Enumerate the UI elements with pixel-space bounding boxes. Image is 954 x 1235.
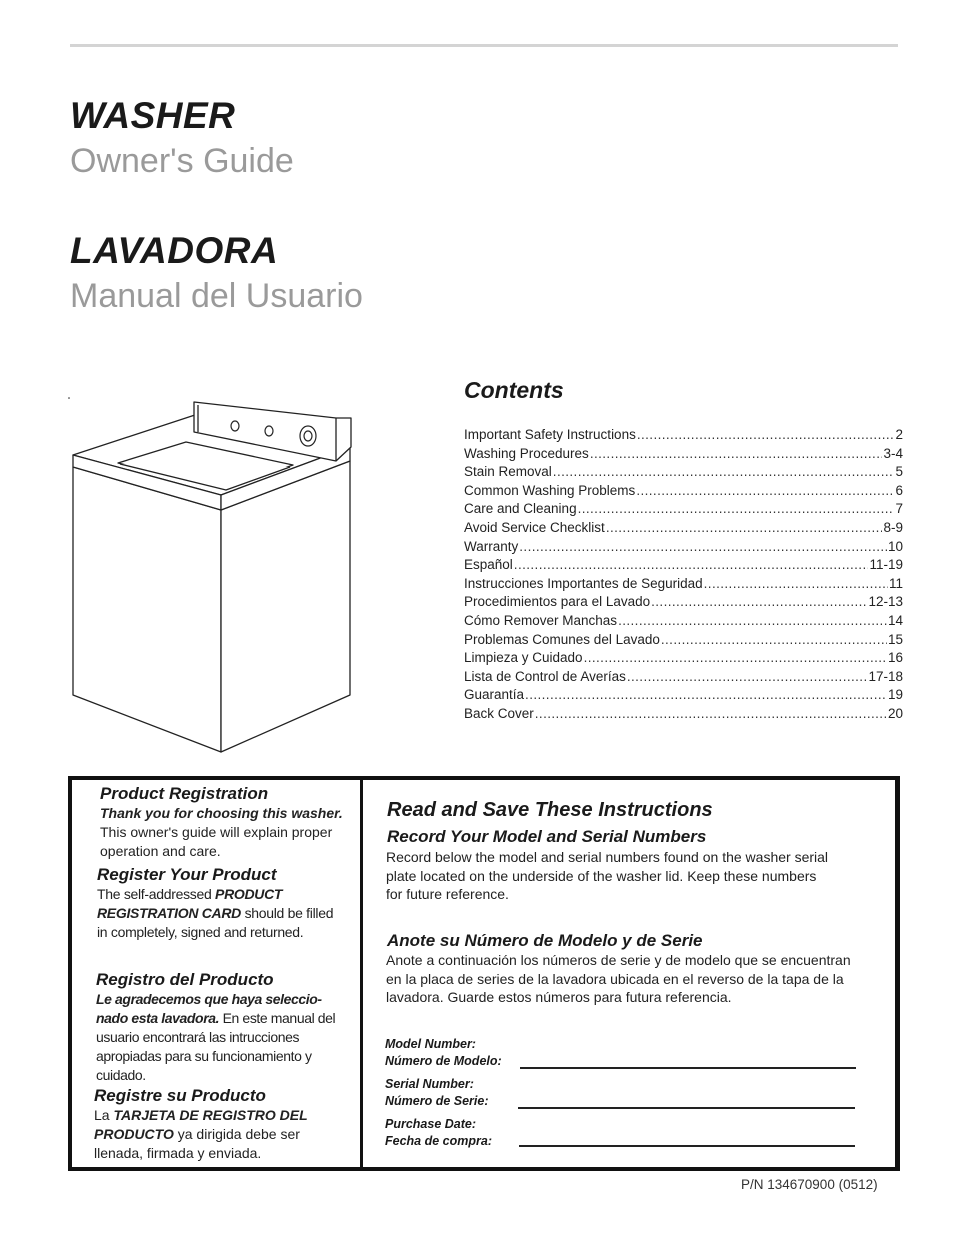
toc-item xyxy=(464,464,903,483)
toc-item xyxy=(464,483,903,502)
toc-item xyxy=(464,669,903,688)
toc-item-page: 2 xyxy=(895,427,903,442)
toc-leader-dots xyxy=(578,501,895,516)
toc-item-label: Care and Cleaning xyxy=(464,501,577,517)
anote-heading: Anote su Número de Modelo y de Serie xyxy=(387,931,703,950)
contents-title: Contents xyxy=(464,377,564,403)
toc-item-page: 14 xyxy=(887,612,903,628)
toc-item xyxy=(464,557,903,576)
toc-leader-dots xyxy=(637,427,895,442)
register-text-2: should be filled in completely, signed and returned. xyxy=(97,905,334,940)
registro-bold: Le agradecemos que haya seleccio-nado esta lavadora. xyxy=(96,991,322,1026)
toc-leader-dots xyxy=(590,446,883,461)
toc-leader-dots xyxy=(535,706,887,721)
toc-item-label: Washing Procedures xyxy=(464,445,589,461)
registre-producto-section xyxy=(94,1085,334,1163)
toc-item-page: 6 xyxy=(895,482,903,498)
toc-item-label: Instrucciones Importantes de Seguridad xyxy=(464,575,703,591)
anote-text: Anote a continuación los números de serie y de modelo que se encuentran en la placa de series de la lavadora ubicada en el reverso de la tapa de la lavadora. Guarde estos números para futura referencia. xyxy=(386,952,851,1006)
title-lavadora: LAVADORA xyxy=(70,230,279,271)
toc-item-page: 11-19 xyxy=(869,557,903,573)
toc-item-label: Important Safety Instructions xyxy=(464,427,636,442)
toc-item-page: 11 xyxy=(888,575,903,591)
register-bold: PRODUCT REGISTRATION CARD xyxy=(97,886,283,921)
toc-item-label: Stain Removal xyxy=(464,464,552,480)
toc-item-label: Guarantía xyxy=(464,687,525,703)
purchase-date-field[interactable] xyxy=(519,1145,855,1147)
register-text-1: The self-addressed xyxy=(97,886,216,902)
toc-item xyxy=(464,539,903,558)
toc-leader-dots xyxy=(618,613,887,628)
registro-heading: Registro del Producto xyxy=(96,970,274,989)
toc-item xyxy=(464,427,903,446)
toc-item-page: 8-9 xyxy=(883,519,903,535)
table-of-contents xyxy=(464,427,903,725)
toc-item-label: Lista de Control de Averías xyxy=(464,668,626,684)
toc-item-label: Back Cover xyxy=(464,705,534,721)
toc-item-page: 19 xyxy=(887,687,903,703)
toc-item-page: 7 xyxy=(895,501,903,517)
toc-item xyxy=(464,594,903,613)
model-number-field[interactable] xyxy=(520,1067,856,1069)
registre-text-1: La xyxy=(94,1107,114,1123)
toc-item-label: Avoid Service Checklist xyxy=(464,519,605,535)
product-registration-section xyxy=(100,783,345,861)
registro-producto-section xyxy=(96,969,342,1085)
thank-you-bold: Thank you for choosing this washer. xyxy=(100,805,343,821)
toc-item xyxy=(464,520,903,539)
toc-item-label: Cómo Remover Manchas xyxy=(464,612,618,628)
toc-item-label: Procedimientos para el Lavado xyxy=(464,594,651,610)
toc-leader-dots xyxy=(584,650,887,665)
register-heading: Register Your Product xyxy=(97,865,277,884)
subtitle-manual-del-usuario: Manual del Usuario xyxy=(70,277,363,315)
register-product-section xyxy=(97,864,347,942)
toc-item xyxy=(464,613,903,632)
toc-item-page: 20 xyxy=(887,705,903,721)
record-text: Record below the model and serial numbers found on the washer serial plate located on the underside of the washer lid. Keep these numbers for future reference. xyxy=(386,849,829,903)
product-registration-heading: Product Registration xyxy=(100,784,269,803)
toc-leader-dots xyxy=(519,539,887,554)
toc-leader-dots xyxy=(651,594,867,609)
toc-item-page: 15 xyxy=(887,631,903,647)
washer-illustration xyxy=(66,395,356,755)
registre-bold: TARJETA DE REGISTRO DEL PRODUCTO xyxy=(94,1107,308,1142)
toc-item xyxy=(464,650,903,669)
toc-leader-dots xyxy=(525,687,887,702)
toc-item xyxy=(464,687,903,706)
toc-leader-dots xyxy=(514,557,869,572)
record-heading: Record Your Model and Serial Numbers xyxy=(387,827,707,846)
registro-text: En este manual del usuario encontrará las intrucciones apropiadas para su funcionamiento y cuidado. xyxy=(96,1010,336,1083)
toc-leader-dots xyxy=(627,669,868,684)
toc-item-page: 16 xyxy=(887,650,903,666)
toc-item-label: Español xyxy=(464,557,513,573)
title-washer: WASHER xyxy=(70,95,236,136)
toc-item-label: Problemas Comunes del Lavado xyxy=(464,631,660,647)
model-number-label: Model Number: Número de Modelo: xyxy=(385,1037,502,1068)
toc-item-label: Warranty xyxy=(464,538,519,554)
purchase-date-label: Purchase Date: Fecha de compra: xyxy=(385,1117,492,1148)
registre-heading: Registre su Producto xyxy=(94,1086,266,1105)
toc-leader-dots xyxy=(636,483,894,498)
subtitle-owners-guide: Owner's Guide xyxy=(70,142,294,180)
toc-leader-dots xyxy=(606,520,883,535)
toc-item-label: Common Washing Problems xyxy=(464,482,636,498)
toc-item xyxy=(464,632,903,651)
toc-item xyxy=(464,576,903,595)
toc-item xyxy=(464,446,903,465)
toc-item xyxy=(464,501,903,520)
toc-item-label: Limpieza y Cuidado xyxy=(464,650,583,666)
serial-number-label: Serial Number: Número de Serie: xyxy=(385,1077,489,1108)
toc-leader-dots xyxy=(661,632,887,647)
top-rule xyxy=(70,44,898,47)
toc-leader-dots xyxy=(704,576,888,591)
toc-item-page: 12-13 xyxy=(868,594,903,610)
toc-item-page: 17-18 xyxy=(868,668,903,684)
registre-text-2: ya dirigida debe ser llenada, firmada y enviada. xyxy=(94,1126,300,1161)
serial-number-field[interactable] xyxy=(518,1107,855,1109)
part-number: P/N 134670900 (0512) xyxy=(741,1177,878,1192)
read-save-title: Read and Save These Instructions xyxy=(387,799,713,821)
toc-item-page: 5 xyxy=(895,464,903,480)
toc-item-page: 10 xyxy=(887,538,903,554)
toc-item-page: 3-4 xyxy=(883,445,903,461)
thank-you-text: This owner's guide will explain proper operation and care. xyxy=(100,824,333,859)
toc-item xyxy=(464,706,903,725)
box-divider xyxy=(360,776,363,1171)
toc-leader-dots xyxy=(553,464,895,479)
